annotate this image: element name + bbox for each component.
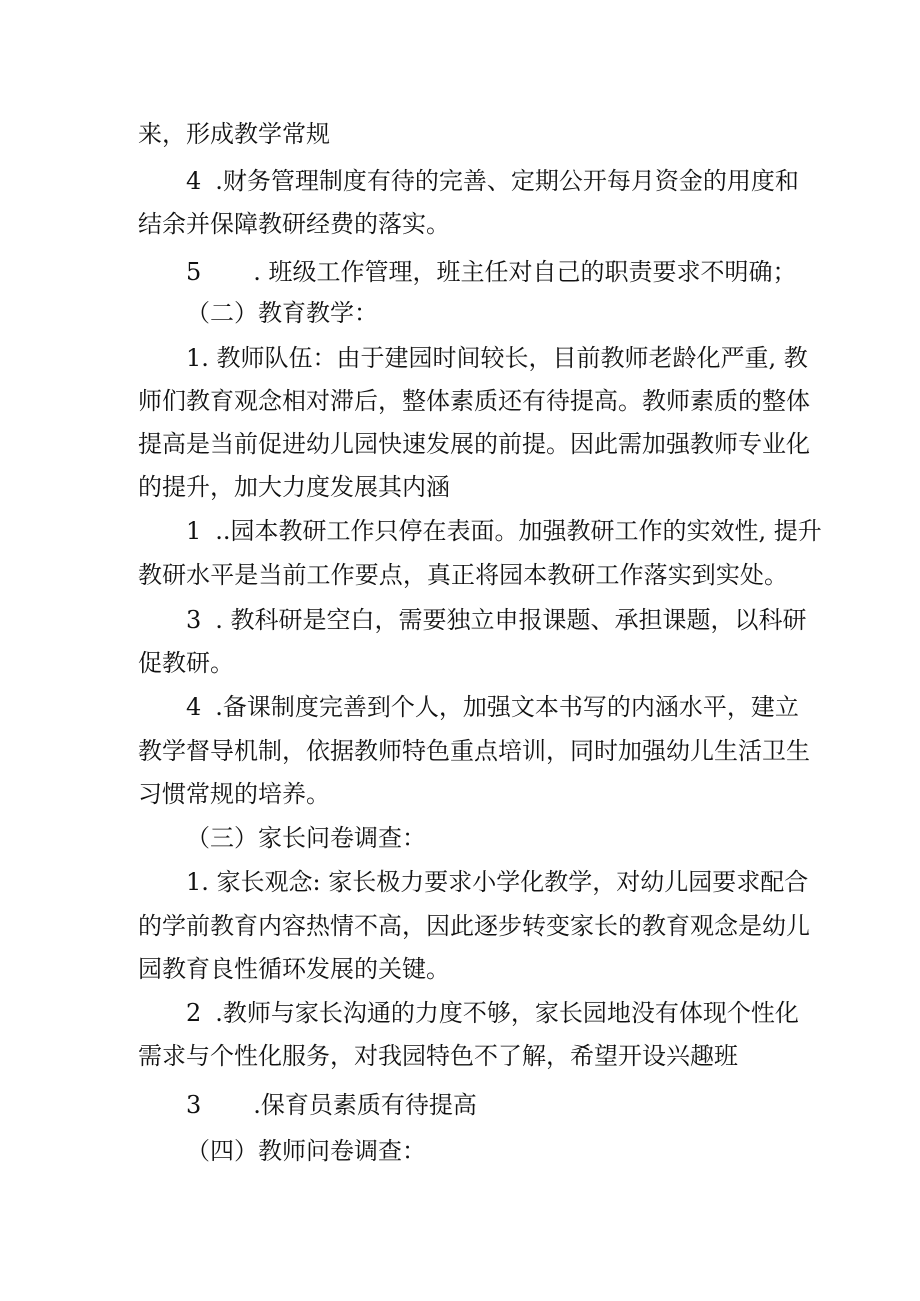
text-line: 教学督导机制，依据教师特色重点培训，同时加强幼儿生活卫生 — [138, 737, 810, 765]
item-text: .保育员素质有待提高 — [253, 1091, 477, 1119]
item-number: 5 — [186, 258, 202, 286]
list-item-2-communication — [186, 998, 799, 1028]
list-item-3-research — [186, 605, 807, 635]
item-number: 3 — [186, 606, 202, 634]
section-heading-parent-survey: （三）家长问卷调查： — [186, 824, 426, 852]
item-text: .备课制度完善到个人，加强文本书写的内涵水平，建立 — [215, 693, 799, 721]
text-line: 的提升，加大力度发展其内涵 — [138, 473, 450, 501]
text-line: 师们教育观念相对滞后，整体素质还有待提高。教师素质的整体 — [138, 387, 810, 415]
text-line: 1. 家长观念: 家长极力要求小学化教学，对幼儿园要求配合 — [186, 868, 809, 896]
item-number: 3 — [186, 1091, 202, 1119]
list-item-3-caregivers — [186, 1090, 788, 1120]
list-item-1-teaching-research — [186, 516, 822, 546]
text-line: 需求与个性化服务，对我园特色不了解，希望开设兴趣班 — [138, 1042, 738, 1070]
text-line: 园教育良性循环发展的关键。 — [138, 955, 450, 983]
list-item-5-class-management — [186, 257, 797, 287]
text-line: 提高是当前促进幼儿园快速发展的前提。因此需加强教师专业化 — [138, 430, 810, 458]
text-line: 1. 教师队伍：由于建园时间较长，目前教师老龄化严重, 教 — [186, 344, 808, 372]
list-item-4-lesson-prep — [186, 692, 799, 722]
text-line: 促教研。 — [138, 649, 234, 677]
section-heading-education: （二）教育教学： — [186, 299, 378, 327]
text-line: 来，形成教学常规 — [138, 120, 330, 148]
item-text: .财务管理制度有待的完善、定期公开每月资金的用度和 — [215, 167, 799, 195]
item-number: 4 — [186, 693, 202, 721]
section-heading-teacher-survey: （四）教师问卷调查： — [186, 1137, 426, 1165]
item-text: .教师与家长沟通的力度不够，家长园地没有体现个性化 — [215, 999, 799, 1027]
text-line: 习惯常规的培养。 — [138, 780, 330, 808]
item-text: . 教科研是空白，需要独立申报课题、承担课题，以科研 — [215, 606, 807, 634]
list-item-4-finance — [186, 166, 799, 196]
item-text: . 班级工作管理，班主任对自己的职责要求不明确； — [253, 258, 797, 286]
item-text: ..园本教研工作只停在表面。加强教研工作的实效性, 提升 — [215, 517, 822, 545]
text-line: 的学前教育内容热情不高，因此逐步转变家长的教育观念是幼儿 — [138, 912, 810, 940]
item-number: 1 — [186, 517, 202, 545]
text-line: 结余并保障教研经费的落实。 — [138, 210, 450, 238]
item-number: 2 — [186, 999, 202, 1027]
text-line: 教研水平是当前工作要点，真正将园本教研工作落实到实处。 — [138, 561, 788, 589]
item-number: 4 — [186, 167, 202, 195]
